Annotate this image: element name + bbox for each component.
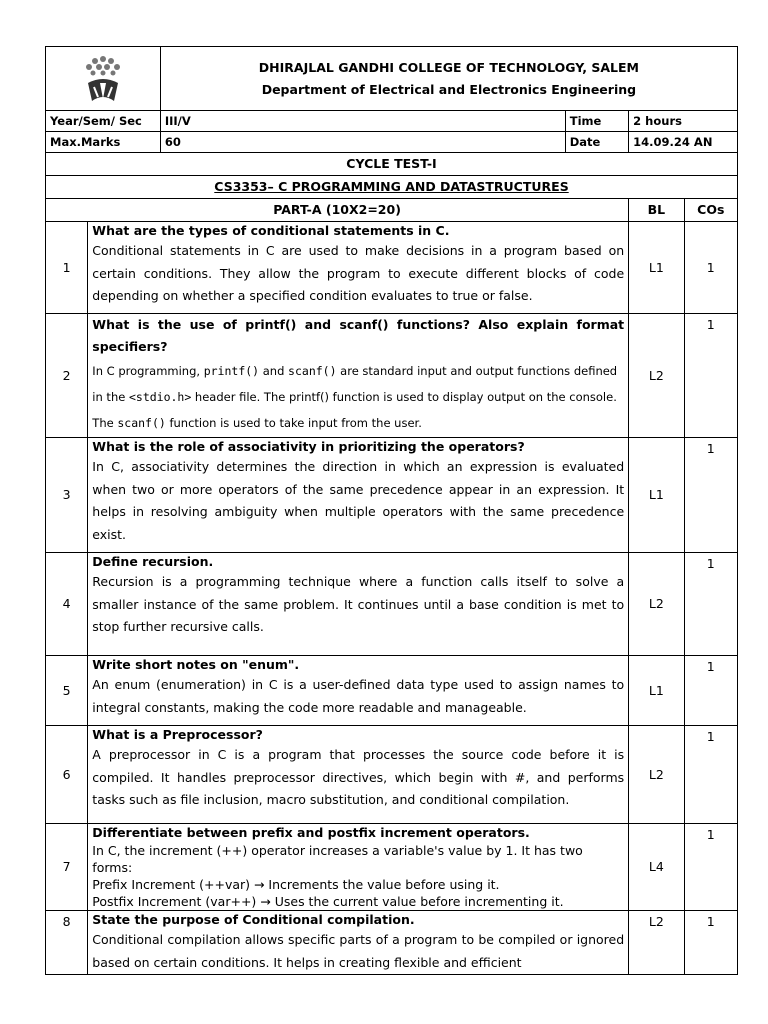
question-row [46, 314, 738, 438]
question-number: 1 [46, 222, 88, 314]
question-number: 3 [46, 438, 88, 553]
co-header: COs [684, 199, 737, 222]
question-cell [88, 824, 629, 911]
code-scanf: scanf() [288, 364, 337, 378]
question-number: 8 [46, 911, 88, 975]
code-printf: printf() [203, 364, 260, 378]
bloom-level: L2 [629, 726, 684, 824]
bloom-level: L1 [629, 438, 684, 553]
bloom-level: L1 [629, 222, 684, 314]
bloom-level: L2 [629, 314, 684, 438]
answer-text: An enum (enumeration) in C is a user-defined data type used to assign names to integral constants, making the code more readable and manageable. [92, 677, 625, 715]
question-text: Write short notes on "enum". [92, 657, 300, 672]
question-cell [88, 656, 629, 726]
college-name: DHIRAJLAL GANDHI COLLEGE OF TECHNOLOGY, SALEM [258, 59, 639, 75]
question-text: What is a Preprocessor? [92, 727, 263, 742]
date-label: Date [565, 132, 628, 153]
question-cell [88, 911, 629, 975]
question-row [46, 553, 738, 656]
question-row [46, 824, 738, 911]
question-row [46, 911, 738, 975]
course-title: CS3353– C PROGRAMMING AND DATASTRUCTURES [46, 176, 738, 199]
date-value: 14.09.24 AN [629, 132, 738, 153]
question-number: 4 [46, 553, 88, 656]
answer-text: Conditional compilation allows specific parts of a program to be compiled or ignored based on certain conditions. It helps in creating flexible and efficient [92, 932, 625, 970]
answer-part: and [259, 364, 289, 378]
year-value: III/V [160, 111, 565, 132]
answer-text: A preprocessor in C is a program that processes the source code before it is compiled. It handles preprocessor directives, which begin with #, and performs tasks such as file inclusion, macro substitution, and conditional compilation. [92, 747, 625, 807]
question-row [46, 656, 738, 726]
course-outcome: 1 [684, 438, 737, 553]
question-text: State the purpose of Conditional compilation. [92, 912, 415, 927]
answer-line: Postfix Increment (var++) → Uses the current value before incrementing it. [92, 894, 564, 909]
code-scanf: scanf() [117, 416, 166, 430]
question-text: What are the types of conditional statements in C. [92, 223, 450, 238]
question-cell [88, 222, 629, 314]
department-name: Department of Electrical and Electronics Engineering [261, 81, 637, 97]
question-text: What is the role of associativity in prioritizing the operators? [92, 439, 525, 454]
answer-line: In C, the increment (++) operator increases a variable's value by 1. It has two forms: [92, 843, 583, 875]
course-outcome: 1 [684, 911, 737, 975]
course-outcome: 1 [684, 656, 737, 726]
course-outcome: 1 [684, 726, 737, 824]
answer-part: header file. The printf() function is used to display output on the console. The [92, 390, 617, 430]
code-stdio: <stdio.h> [128, 390, 192, 404]
bl-header: BL [629, 199, 684, 222]
course-title-row [46, 176, 738, 199]
bloom-level: L1 [629, 656, 684, 726]
question-cell [88, 726, 629, 824]
question-cell [88, 438, 629, 553]
time-value: 2 hours [629, 111, 738, 132]
question-cell [88, 314, 629, 438]
part-label: PART-A (10X2=20) [46, 199, 629, 222]
question-text: Differentiate between prefix and postfix increment operators. [92, 825, 530, 840]
bloom-level: L2 [629, 911, 684, 975]
part-header-row [46, 199, 738, 222]
question-cell [88, 553, 629, 656]
meta-row-year [46, 111, 738, 132]
question-text: What is the use of printf() and scanf() functions? Also explain format specifiers? [92, 317, 625, 354]
question-row [46, 222, 738, 314]
answer-part: In C programming, [92, 364, 204, 378]
answer-text: Conditional statements in C are used to make decisions in a program based on certain conditions. They allow the program to execute different blocks of code depending on whether a specified condition evaluates to true or false. [92, 243, 625, 303]
question-number: 2 [46, 314, 88, 438]
test-title-row [46, 153, 738, 176]
course-outcome: 1 [684, 314, 737, 438]
answer-text [92, 358, 624, 436]
college-logo [46, 47, 161, 111]
answer-text: In C, associativity determines the direction in which an expression is evaluated when two or more operators of the same precedence appear in an expression. It helps in resolving ambiguity when multiple operators with the same precedence exist. [92, 459, 625, 542]
answer-part: are standard input and output functions defined in the [92, 364, 618, 404]
marks-value: 60 [160, 132, 565, 153]
bloom-level: L2 [629, 553, 684, 656]
answer-text: Recursion is a programming technique where a function calls itself to solve a smaller instance of the same problem. It continues until a base condition is met to stop further recursive calls. [92, 574, 625, 634]
question-text: Define recursion. [92, 554, 214, 569]
test-title: CYCLE TEST-I [46, 153, 738, 176]
marks-label: Max.Marks [46, 132, 161, 153]
question-row [46, 726, 738, 824]
course-outcome: 1 [684, 553, 737, 656]
year-label: Year/Sem/ Sec [46, 111, 161, 132]
time-label: Time [565, 111, 628, 132]
question-paper-table [45, 46, 738, 975]
question-number: 6 [46, 726, 88, 824]
college-heading [160, 47, 737, 111]
bloom-level: L4 [629, 824, 684, 911]
meta-row-marks [46, 132, 738, 153]
question-number: 7 [46, 824, 88, 911]
header-row [46, 47, 738, 111]
answer-part: function is used to take input from the user. [165, 416, 422, 430]
tree-logo-icon [80, 53, 126, 105]
answer-line: Prefix Increment (++var) → Increments the value before using it. [92, 877, 500, 892]
question-number: 5 [46, 656, 88, 726]
course-outcome: 1 [684, 222, 737, 314]
course-outcome: 1 [684, 824, 737, 911]
question-row [46, 438, 738, 553]
